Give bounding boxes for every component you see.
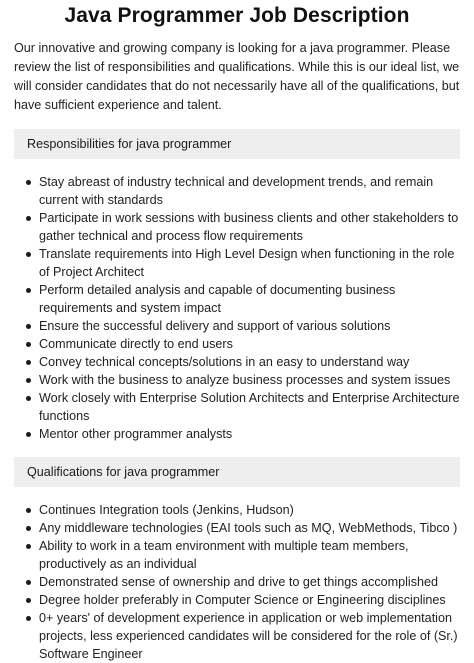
bullet-icon: [26, 432, 31, 437]
list-item-text: Stay abreast of industry technical and development trends, and remain current with standards: [39, 175, 434, 207]
bullet-icon: [26, 252, 31, 257]
qualifications-header: Qualifications for java programmer: [14, 457, 460, 487]
list-item-text: Ensure the successful delivery and support of various solutions: [39, 319, 391, 333]
list-item-text: Convey technical concepts/solutions in an easy to understand way: [39, 355, 410, 369]
list-item-text: Degree holder preferably in Computer Science or Engineering disciplines: [39, 593, 446, 607]
bullet-icon: [26, 616, 31, 621]
list-item: [14, 389, 460, 425]
bullet-icon: [26, 544, 31, 549]
bullet-icon: [26, 396, 31, 401]
list-item: [14, 173, 460, 209]
bullet-icon: [26, 526, 31, 531]
list-item-text: Perform detailed analysis and capable of documenting business requirements and system impact: [39, 283, 396, 315]
list-item: [14, 425, 460, 443]
responsibilities-header: Responsibilities for java programmer: [14, 129, 460, 159]
list-item-text: Communicate directly to end users: [39, 337, 233, 351]
bullet-icon: [26, 216, 31, 221]
list-item-text: 0+ years' of development experience in application or web implementation projects, less experienced candidates will be considered for the role of (Sr.) Software Engineer: [39, 611, 458, 661]
qualifications-list: [14, 501, 460, 663]
bullet-icon: [26, 342, 31, 347]
list-item-text: Work closely with Enterprise Solution Architects and Enterprise Architecture functions: [39, 391, 460, 423]
list-item-text: Translate requirements into High Level Design when functioning in the role of Project Architect: [39, 247, 455, 279]
bullet-icon: [26, 180, 31, 185]
list-item-text: Continues Integration tools (Jenkins, Hudson): [39, 503, 294, 517]
list-item: [14, 209, 460, 245]
list-item: [14, 537, 460, 573]
intro-paragraph: Our innovative and growing company is looking for a java programmer. Please review the list of responsibilities and qualifications. While this is our ideal list, we will consider candidates that do not necessarily have all of the qualifications, but have sufficient experience and talent.: [14, 41, 460, 112]
list-item: [14, 609, 460, 663]
list-item: [14, 519, 460, 537]
list-item: [14, 245, 460, 281]
list-item: [14, 353, 460, 371]
list-item-text: Ability to work in a team environment with multiple team members, productively as an individual: [39, 539, 409, 571]
bullet-icon: [26, 288, 31, 293]
list-item: [14, 501, 460, 519]
list-item-text: Participate in work sessions with business clients and other stakeholders to gather technical and process flow requirements: [39, 211, 459, 243]
bullet-icon: [26, 378, 31, 383]
list-item: [14, 573, 460, 591]
list-item: [14, 371, 460, 389]
bullet-icon: [26, 324, 31, 329]
list-item-text: Any middleware technologies (EAI tools such as MQ, WebMethods, Tibco ): [39, 521, 458, 535]
responsibilities-list: [14, 173, 460, 443]
list-item: [14, 317, 460, 335]
list-item-text: Mentor other programmer analysts: [39, 427, 233, 441]
list-item: [14, 281, 460, 317]
bullet-icon: [26, 508, 31, 513]
bullet-icon: [26, 598, 31, 603]
bullet-icon: [26, 360, 31, 365]
list-item-text: Demonstrated sense of ownership and drive to get things accomplished: [39, 575, 439, 589]
page-title: Java Programmer Job Description: [64, 4, 410, 27]
list-item: [14, 335, 460, 353]
list-item: [14, 591, 460, 609]
list-item-text: Work with the business to analyze business processes and system issues: [39, 373, 451, 387]
bullet-icon: [26, 580, 31, 585]
